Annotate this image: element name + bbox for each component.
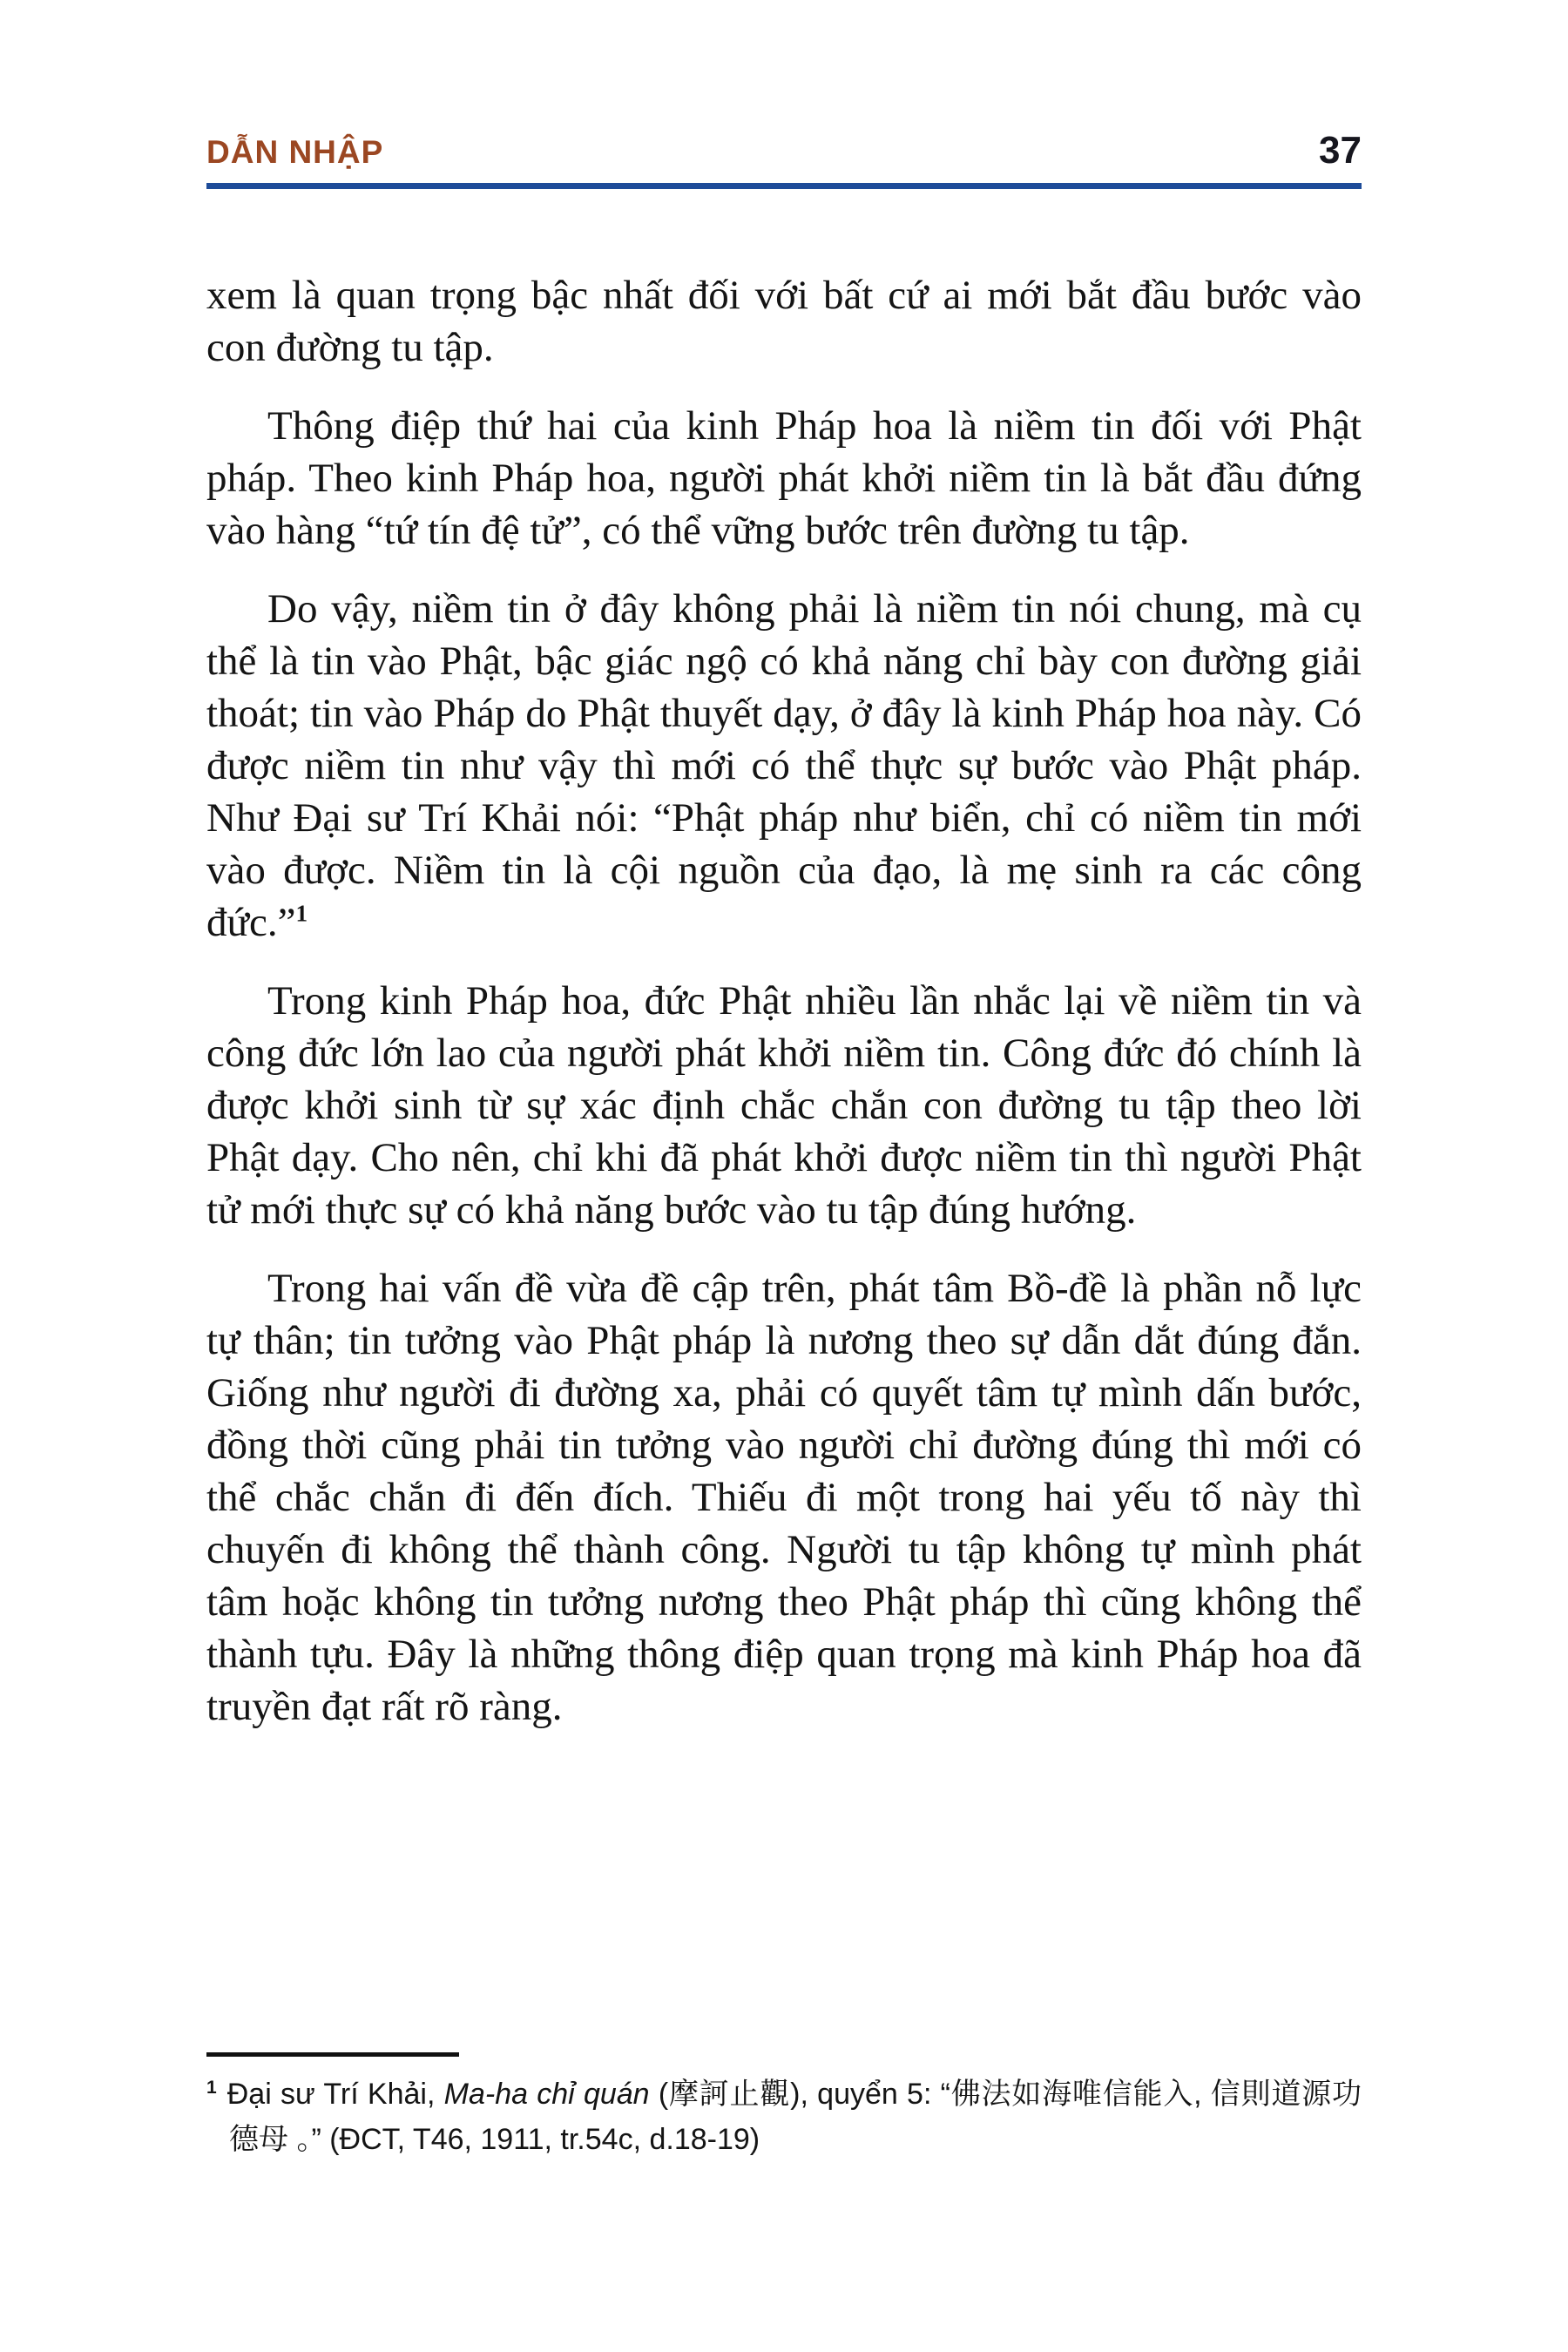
footnote-text: (摩訶止觀), quyển 5: “佛法如海唯信能入, 信則道源功德母 。” (ĐCT, T46, 1911, tr.54c, d.18-19) [229, 2078, 1362, 2156]
page-header [206, 0, 1362, 172]
page-content [206, 0, 1362, 1733]
footnote-marker: 1 [206, 2077, 217, 2098]
paragraph-text: Do vậy, niềm tin ở đây không phải là niềm tin nói chung, mà cụ thể là tin vào Phật, bậc giác ngộ có khả năng chỉ bày con đường giải thoát; tin vào Pháp do Phật thuyết dạy, ở đây là kinh Pháp hoa này. Có được niềm tin như vậy thì mới có thể thực sự bước vào Phật pháp. Như Đại sư Trí Khải nói: “Phật pháp như biển, chỉ có niềm tin mới vào được. Niềm tin là cội nguồn của đạo, là mẹ sinh ra các công đức.” [206, 586, 1362, 945]
paragraph [206, 400, 1362, 557]
paragraph [206, 1262, 1362, 1733]
footnote-area [206, 2052, 1362, 2162]
body-text [206, 269, 1362, 1733]
header-rule [206, 183, 1362, 189]
paragraph-text: Trong hai vấn đề vừa đề cập trên, phát tâm Bồ-đề là phần nỗ lực tự thân; tin tưởng vào Phật pháp là nương theo sự dẫn dắt đúng đắn. Giống như người đi đường xa, phải có quyết tâm tự mình dấn bước, đồng thời cũng phải tin tưởng vào người chỉ đường đúng thì mới có thể chắc chắn đi đến đích. Thiếu đi một trong hai yếu tố này thì chuyến đi không thể thành công. Người tu tập không tự mình phát tâm hoặc không tin tưởng nương theo Phật pháp thì cũng không thể thành tựu. Đây là những thông điệp quan trọng mà kinh Pháp hoa đã truyền đạt rất rõ ràng. [206, 1266, 1362, 1729]
paragraph [206, 269, 1362, 374]
footnote-reference-marker: 1 [295, 900, 308, 927]
footnote-work-title: Ma-ha chỉ quán [443, 2078, 650, 2111]
paragraph [206, 975, 1362, 1236]
chapter-title: DẪN NHẬP [206, 134, 384, 170]
paragraph-text: Thông điệp thứ hai của kinh Pháp hoa là niềm tin đối với Phật pháp. Theo kinh Pháp hoa, người phát khởi niềm tin là bắt đầu đứng vào hàng “tứ tín đệ tử”, có thể vững bước trên đường tu tập. [206, 403, 1362, 553]
footnote-text: Đại sư Trí Khải, [226, 2078, 444, 2111]
paragraph-text: xem là quan trọng bậc nhất đối với bất cứ ai mới bắt đầu bước vào con đường tu tập. [206, 273, 1362, 370]
footnote [206, 2072, 1362, 2162]
paragraph [206, 583, 1362, 949]
footnote-separator [206, 2052, 459, 2057]
page-number: 37 [1319, 129, 1362, 172]
paragraph-text: Trong kinh Pháp hoa, đức Phật nhiều lần nhắc lại về niềm tin và công đức lớn lao của người phát khởi niềm tin. Công đức đó chính là được khởi sinh từ sự xác định chắc chắn con đường tu tập theo lời Phật dạy. Cho nên, chỉ khi đã phát khởi được niềm tin thì người Phật tử mới thực sự có khả năng bước vào tu tập đúng hướng. [206, 978, 1362, 1233]
